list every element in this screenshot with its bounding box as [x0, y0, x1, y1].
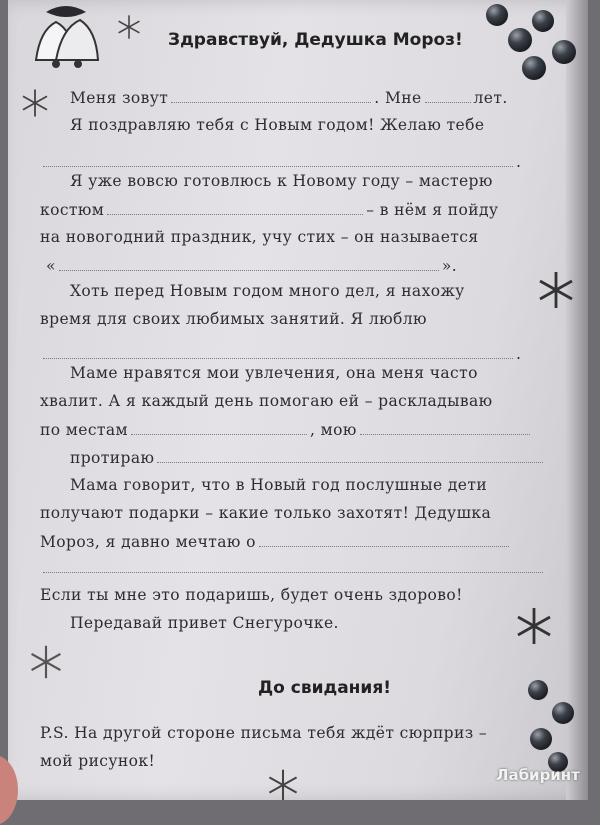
letter-line: хвалит. А я каждый день помогаю ей – раскладываю	[40, 392, 493, 410]
letter-page	[8, 0, 588, 800]
ps-line: мой рисунок!	[40, 752, 156, 770]
bead-decoration	[552, 40, 576, 64]
snowflake-icon	[28, 644, 64, 680]
letter-line: протираю	[70, 448, 546, 467]
letter-line: Мама говорит, что в Новый год послушные дети	[70, 476, 488, 494]
bead-decoration	[532, 10, 554, 32]
letter-line: на новогодний праздник, учу стих – он называется	[40, 228, 479, 246]
bells-icon	[26, 0, 106, 80]
ps-line: P.S. На другой стороне письма тебя ждёт сюрприз –	[40, 724, 488, 742]
page-binding	[566, 0, 588, 800]
letter-line: « ».	[46, 257, 458, 275]
letter-line	[40, 558, 546, 577]
letter-line: .	[40, 152, 521, 171]
letter-line: время для своих любимых занятий. Я люблю	[40, 310, 427, 328]
bead-decoration	[528, 680, 548, 700]
letter-line: Я уже вовсю готовлюсь к Новому году – мастерю	[70, 172, 493, 190]
letter-line: костюм – в нём я пойду	[40, 201, 499, 219]
letter-line: Маме нравятся мои увлечения, она меня часто	[70, 364, 478, 382]
letter-line: получают подарки – какие только захотят! Дедушка	[40, 504, 492, 522]
letter-line: по местам , мою	[40, 420, 533, 439]
bead-decoration	[508, 28, 532, 52]
letter-title: Здравствуй, Дедушка Мороз!	[168, 30, 463, 50]
letter-line: Если ты мне это подаришь, будет очень здорово!	[40, 586, 463, 604]
letter-line: Хоть перед Новым годом много дел, я нахожу	[70, 282, 465, 300]
letter-line: .	[40, 344, 521, 363]
closing-heading: До свидания!	[258, 678, 392, 698]
watermark-logo: Лабиринт	[496, 766, 580, 784]
snowflake-icon	[116, 14, 142, 40]
letter-line: Меня зовут . Мне лет.	[70, 89, 508, 107]
snowflake-icon	[20, 88, 50, 118]
snowflake-icon	[514, 606, 554, 646]
bead-decoration	[552, 702, 574, 724]
snowflake-icon	[536, 270, 576, 310]
letter-line: Передавай привет Снегурочке.	[70, 614, 339, 632]
letter-line: Я поздравляю тебя с Новым годом! Желаю тебе	[70, 116, 485, 134]
bead-decoration	[486, 4, 508, 26]
snowflake-icon	[266, 768, 300, 800]
bead-decoration	[530, 728, 552, 750]
bead-decoration	[522, 56, 546, 80]
letter-line: Мороз, я давно мечтаю о	[40, 532, 512, 551]
